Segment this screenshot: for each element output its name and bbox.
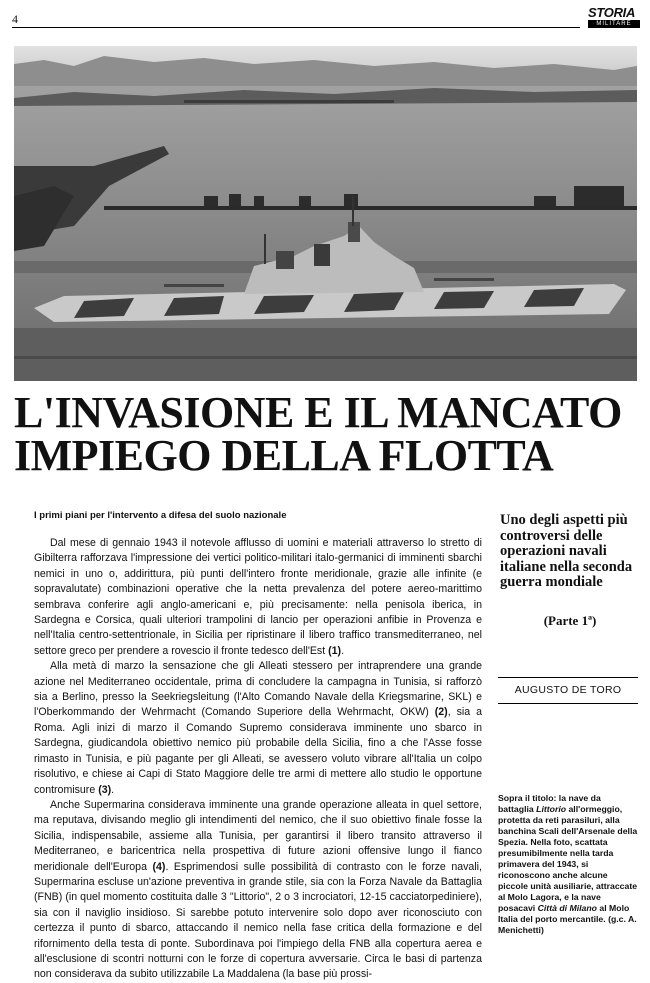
section-intro: I primi piani per l'intervento a difesa del suolo nazionale xyxy=(34,510,287,521)
page-number: 4 xyxy=(12,12,18,26)
caption-ship-1: Littorio xyxy=(536,804,567,814)
part-label: (Parte 1ª) xyxy=(543,613,597,628)
storia-militare-logo xyxy=(588,6,640,32)
logo-top-text: STORIA xyxy=(588,5,636,20)
paragraph-3-text-b: . Esprimendosi sulle possibilità di contrasto con le forze navali, Supermarina escluse un'azione preventiva in grande stile, sia con la Forza Navale da Battaglia (FNB) (in quel momento costituita dalle 3 "Littorio", 2 o 3 incrociatori, 12-15 cacciatorpediniere), sia con il naviglio insidioso. Si sarebbe potuto intervenire solo dopo aver riconosciuto con certezza il punto di sbarco, attaccando il nemico nella fase critica della formazione e del rifornimento della testa di ponte. Subordinava poi l'impiego della FNB alla copertura aerea e all'esclusione di scontri notturni con le forze di copertura avversarie. Circa le basi di partenza non considerava da subito utilizzabile La Maddalena (la base più prossi- xyxy=(34,860,482,981)
article-deck: Uno degli aspetti più controversi delle operazioni navali italiane nella seconda guerra mondiale xyxy=(500,512,633,590)
footnote-ref-2: (2) xyxy=(434,706,448,719)
byline-rule-top xyxy=(498,677,638,678)
paragraph-3-text-a: Anche Supermarina considerava imminente una grande operazione alleata in quel settore, ma reputava, divisando meglio gli intendimenti del nemico, che il suo obiettivo finale fosse la Sicilia, indispensabile, assieme alla Tunisia, per garantirsi il libero transito attraverso il Mediterraneo, e baricentrica nella prospettiva di future azioni offensive lungo il fianco meridionale dell'Europa xyxy=(34,798,482,873)
footnote-ref-1: (1) xyxy=(328,644,342,657)
footnote-ref-4: (4) xyxy=(152,860,166,873)
paragraph-2: Alla metà di marzo la sensazione che gli Alleati stessero per intraprendere una grande azione nel Mediterraneo occidentale, prima di concludere la campagna in Tunisia, si rafforzò sia a Berlino, presso la Seekriegsleitung (l'Alto Comando Navale della Kriegsmarine, SKL) e l'Oberkommando der Wehrmacht (Comando Superiore della Wehrmacht, OKW) (2), sia a Roma. Agli inizi di marzo il Comando Supremo considerava imminente uno sbarco in Sardegna, giudicandola obiettivo nemico più probabile della Sicilia, fino a che l'Asse fosse rimasto in Tunisia, e più pagante per gli Alleati, se avessero voluto vibrare all'Italia un colpo risolutivo, e chiese ai Capi di Stato Maggiore delle tre armi di mettere allo studio le opportune contromisure (3). xyxy=(34,660,482,796)
paragraph-1-text: Dal mese di gennaio 1943 il notevole afflusso di uomini e materiali attraverso lo stretto di Gibilterra rafforzava l'impressione dei vertici politico-militari italo-germanici di imminenti sbarchi nemici in uno o, addirittura, più punti dell'intero fronte meridionale, grazie alle infinite (e sopravalutate) combinazioni operative che la netta prevalenza del potere aereo-marittimo sembrava conferire agli anglo-americani e, più precisamente: nella penisola iberica, in Sardegna e Corsica, quali ulteriori trampolini di lancio per operazioni anfibie in Provenza e nell'Italia centro-settentrionale, in Sicilia per ripristinare il libero traffico transmediterraneo, nel settore greco per prendere a rovescio il fronte tedesco dell'Est xyxy=(34,537,482,657)
author-byline: AUGUSTO DE TORO xyxy=(514,684,622,696)
caption-text-a: Sopra il titolo: la nave da battaglia xyxy=(498,793,601,814)
battleship-harbor-photo xyxy=(14,46,637,381)
byline-rule-bottom xyxy=(498,703,638,704)
headline-line-2: IMPIEGO DELLA FLOTTA xyxy=(14,431,554,480)
header-rule xyxy=(12,27,580,28)
photo-caption xyxy=(498,793,638,936)
caption-text-b: all'ormeggio, protetta da reti parasiluri, alla banchina Scali dell'Arsenale della Spezia. Nella foto, scattata presumibilmente nella tarda primavera del 1943, si riconoscono anche alcune piccole unità ausiliarie, attraccate al Molo Lagora, e la nave posacavi xyxy=(498,804,638,913)
paragraph-2-text-a: Alla metà di marzo la sensazione che gli Alleati stessero per intraprendere una grande azione nel Mediterraneo occidentale, prima di concludere la campagna in Tunisia, si rafforzò sia a Berlino, presso la Seekriegsleitung (l'Alto Comando Navale della Kriegsmarine, SKL) e l'Oberkommando der Wehrmacht (Comando Superiore della Wehrmacht, OKW) xyxy=(34,660,482,719)
logo-bottom-text: MILITARE xyxy=(588,20,640,28)
headline xyxy=(14,388,644,480)
paragraph-2-text-b: , sia a Roma. Agli inizi di marzo il Comando Supremo considerava imminente uno sbarco in Sardegna, giudicandola obiettivo nemico più probabile della Sicilia, fino a che l'Asse fosse rimasto in Tunisia, e più pagante per gli Alleati, se avessero voluto vibrare all'Italia un colpo risolutivo, e chiese ai Capi di Stato Maggiore delle tre armi di mettere allo studio le opportune contromisure xyxy=(34,706,482,796)
article-body xyxy=(34,536,482,983)
paragraph-1: Dal mese di gennaio 1943 il notevole afflusso di uomini e materiali attraverso lo stretto di Gibilterra rafforzava l'impressione dei vertici politico-militari italo-germanici di imminenti sbarchi nemici in uno o, addirittura, più punti dell'intero fronte meridionale, grazie alle infinite (e sopravalutate) combinazioni operative che la netta prevalenza del potere aereo-marittimo sembrava conferire agli anglo-americani e, più precisamente: nella penisola iberica, in Sardegna e Corsica, quali ulteriori trampolini di lancio per operazioni anfibie in Provenza e nell'Italia centro-settentrionale, in Sicilia per ripristinare il libero traffico transmediterraneo, nel settore greco per prendere a rovescio il fronte tedesco dell'Est (1). xyxy=(34,537,482,657)
harbor-photo-drawing xyxy=(14,46,637,381)
paragraph-3 xyxy=(34,798,482,983)
caption-text-c: al Molo Italia del porto mercantile. (g.c. A. Menichetti) xyxy=(498,903,637,935)
headline-line-1: L'INVASIONE E IL MANCATO xyxy=(14,388,622,437)
footnote-ref-3: (3) xyxy=(98,783,112,796)
caption-ship-2: Città di Milano xyxy=(537,903,597,913)
